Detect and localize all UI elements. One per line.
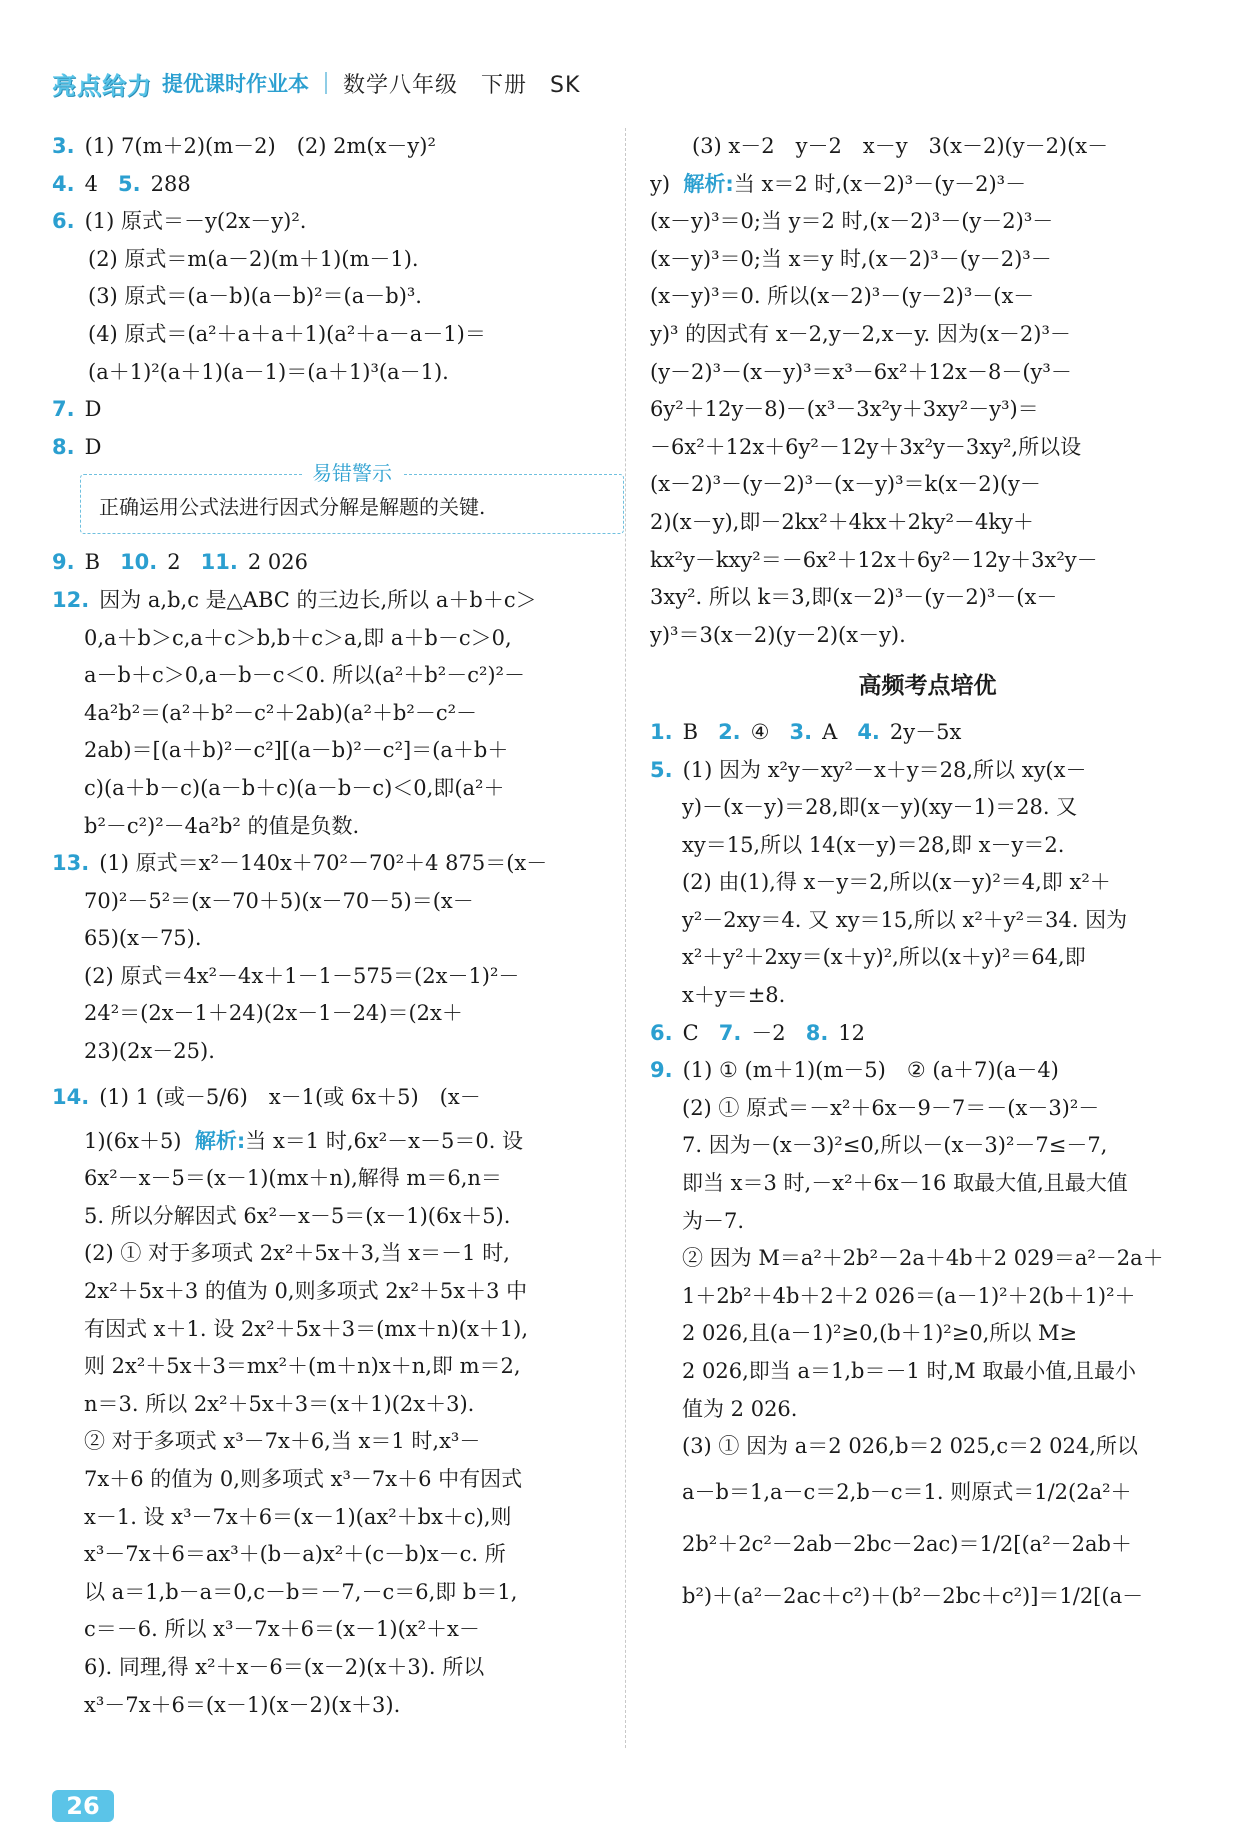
answer-line-analysis [650,166,1205,204]
answer-13 [52,845,607,883]
answer-line: (2) 原式＝m(a－2)(m＋1)(m－1). [88,246,419,271]
answer-line: a－b＝1,a－c＝2,b－c＝1. 则原式＝1/2(2a²＋ [682,1479,1132,1504]
answer-line: 3xy². 所以 k＝3,即(x－2)³－(y－2)³－(x－ [650,585,1058,610]
question-number: 12. [52,587,90,612]
answer-line: (2) 原式＝4x²－4x＋1－1－575＝(2x－1)²－ [84,963,520,988]
answer-1-4 [650,714,1205,752]
answer-line: 2ab)＝[(a＋b)²－c²][(a－b)²－c²]＝(a＋b＋ [84,738,509,763]
answer-text: y) [650,171,671,196]
answer-line: 6). 同理,得 x²＋x－6＝(x－2)(x＋3). 所以 [84,1654,485,1679]
answer-line: 为－7. [682,1208,745,1233]
answer-5-right [650,752,1205,790]
answer-line: x－1. 设 x³－7x＋6＝(x－1)(ax²＋bx＋c),则 [84,1504,512,1529]
answer-text: D [84,397,102,422]
answer-text: (1) 7(m＋2)(m－2) (2) 2m(x－y)² [84,134,436,158]
answer-line: (y－2)³－(x－y)³＝x³－6x²＋12x－8－(y³－ [650,359,1072,384]
answer-line: y)³＝3(x－2)(y－2)(x－y). [650,622,906,647]
warning-title: 易错警示 [302,458,402,488]
answer-line: (4) 原式＝(a²＋a＋a＋1)(a²＋a－a－1)＝ [88,321,486,346]
warning-box [80,461,624,534]
answer-line: 2 026,即当 a＝1,b＝－1 时,M 取最小值,且最小 [682,1359,1137,1383]
answer-line: c)(a＋b－c)(a－b＋c)(a－b－c)＜0,即(a²＋ [84,775,505,800]
question-number: 5. [118,171,141,196]
answer-text: 当 x＝1 时,6x²－x－5＝0. 设 [245,1128,524,1153]
question-number: 4. [52,171,75,196]
answer-line: kx²y－kxy²＝－6x²＋12x＋6y²－12y＋3x²y－ [650,547,1098,572]
question-number: 11. [200,550,238,575]
answer-7 [52,391,607,429]
answer-text: 288 [150,171,191,196]
question-number: 8. [52,434,75,459]
answer-line: (3) ① 因为 a＝2 026,b＝2 025,c＝2 024,所以 [682,1434,1138,1459]
answer-text: (1) 原式＝－y(2x－y)². [84,209,307,234]
answer-text: C [682,1020,699,1045]
question-number: 8. [805,1020,829,1045]
answer-6-8-right [650,1015,1205,1053]
answer-line: 6x²－x－5＝(x－1)(mx＋n),解得 m＝6,n＝ [84,1166,502,1191]
question-number: 4. [857,719,880,744]
answer-line: ② 对于多项式 x³－7x＋6,当 x＝1 时,x³－ [84,1429,481,1454]
answer-line: 有因式 x＋1. 设 2x²＋5x＋3＝(mx＋n)(x＋1), [84,1316,529,1341]
answer-3 [52,128,607,166]
warning-text: 正确运用公式法进行因式分解是解题的关键. [99,495,486,520]
answer-text: (1) 原式＝x²－140x＋70²－70²＋4 875＝(x－ [99,851,548,876]
answer-line: －6x²＋12x＋6y²－12y＋3x²y－3xy²,所以设 [650,434,1082,459]
answer-line: 1＋2b²＋4b＋2＋2 026＝(a－1)²＋2(b＋1)²＋ [682,1283,1136,1308]
answer-line: 0,a＋b＞c,a＋c＞b,b＋c＞a,即 a＋b－c＞0, [84,625,512,650]
answer-text: D [84,434,102,459]
question-number: 10. [120,550,158,575]
question-number: 9. [650,1058,673,1083]
answer-text: B [682,719,699,744]
answer-line: 4a²b²＝(a²＋b²－c²＋2ab)(a²＋b²－c²－ [84,700,478,725]
answer-line: (x－y)³＝0;当 x＝y 时,(x－2)³－(y－2)³－ [650,246,1052,271]
section-title: 高频考点培优 [858,673,997,700]
answer-line: 以 a＝1,b－a＝0,c－b＝－7,－c＝6,即 b＝1, [84,1579,518,1604]
answer-line: 即当 x＝3 时,－x²＋6x－16 取最大值,且最大值 [682,1171,1128,1196]
answer-line: n＝3. 所以 2x²＋5x＋3＝(x＋1)(2x＋3). [84,1391,475,1416]
answer-text: A [822,719,838,744]
answer-line: y)－(x－y)＝28,即(x－y)(xy－1)＝28. 又 [682,795,1078,820]
answer-text: (1) ① (m＋1)(m－5) ② (a＋7)(a－4) [682,1058,1059,1083]
answer-6 [52,203,607,241]
answer-12 [52,582,607,620]
answer-9-11 [52,544,607,582]
answer-line: x³－7x＋6＝(x－1)(x－2)(x＋3). [84,1692,401,1717]
answer-line: b²－c²)²－4a²b² 的值是负数. [84,813,360,838]
answer-text: 2 026 [247,550,308,575]
answer-line: xy＝15,所以 14(x－y)＝28,即 x－y＝2. [682,832,1065,857]
answer-4-5 [52,166,607,204]
answer-text: B [84,550,101,575]
answer-text: 4 [84,171,98,196]
answer-line: c＝－6. 所以 x³－7x＋6＝(x－1)(x²＋x－ [84,1617,480,1642]
right-column [650,128,1205,1622]
column-divider [625,128,626,1748]
answer-line: 2 026,且(a－1)²≥0,(b＋1)²≥0,所以 M≥ [682,1321,1078,1346]
answer-line: 6y²＋12y－8)－(x³－3x²y＋3xy²－y³)＝ [650,397,1039,422]
question-number: 7. [52,397,75,422]
answer-line: 值为 2 026. [682,1396,798,1421]
answer-text: ④ [750,719,770,744]
answer-14 [52,1071,607,1123]
question-number: 5. [650,757,673,782]
page-header [52,62,1202,104]
answer-line: (x－y)³＝0. 所以(x－2)³－(y－2)³－(x－ [650,284,1035,309]
answer-line: ② 因为 M＝a²＋2b²－2a＋4b＋2 029＝a²－2a＋ [682,1246,1164,1271]
answer-line: 5. 所以分解因式 6x²－x－5＝(x－1)(6x＋5). [84,1203,511,1228]
page-number: 26 [52,1790,114,1822]
answer-line: b²)＋(a²－2ac＋c²)＋(b²－2bc＋c²)]＝1/2[(a－ [682,1583,1144,1608]
answer-line: 24²＝(2x－1＋24)(2x－1－24)＝(2x＋ [84,1001,463,1026]
answer-line: x³－7x＋6＝ax³＋(b－a)x²＋(c－b)x－c. 所 [84,1542,506,1567]
answer-text: (1) 1 (或－5/6) x－1(或 6x＋5) (x－ [99,1084,481,1109]
question-number: 2. [718,719,741,744]
answer-line: 23)(2x－25). [84,1039,215,1064]
answer-14-line-2 [52,1123,607,1161]
answer-line: 2)(x－y),即－2kx²＋4kx＋2ky²－4ky＋ [650,509,1034,534]
series-title: 提优课时作业本 [162,72,309,96]
analysis-label: 解析: [683,171,734,196]
answer-text: －2 [751,1020,786,1045]
answer-line: 则 2x²＋5x＋3＝mx²＋(m＋n)x＋n,即 m＝2, [84,1354,521,1379]
question-number: 7. [718,1020,742,1045]
answer-line: y)³ 的因式有 x－2,y－2,x－y. 因为(x－2)³－ [650,321,1071,346]
answer-line: (a＋1)²(a＋1)(a－1)＝(a＋1)³(a－1). [88,359,449,384]
answer-line: (3) 原式＝(a－b)(a－b)²＝(a－b)³. [88,284,422,309]
question-number: 1. [650,719,673,744]
answer-line: (2) ① 原式＝－x²＋6x－9－7＝－(x－3)²－ [682,1095,1100,1120]
brand-logo: 亮点给力 [52,71,152,100]
answer-line: (3) x－2 y－2 x－y 3(x－2)(y－2)(x－ [692,134,1109,158]
answer-text: 当 x＝2 时,(x－2)³－(y－2)³－ [733,171,1027,196]
question-number: 3. [789,719,813,744]
question-number: 6. [650,1020,673,1045]
answer-line: y²－2xy＝4. 又 xy＝15,所以 x²＋y²＝34. 因为 [682,907,1128,932]
answer-line: 7x＋6 的值为 0,则多项式 x³－7x＋6 中有因式 [84,1467,523,1491]
answer-line: 2x²＋5x＋3 的值为 0,则多项式 2x²＋5x＋3 中 [84,1279,528,1304]
answer-9-right [650,1052,1205,1090]
question-number: 13. [52,851,90,876]
answer-line: (x－2)³－(y－2)³－(x－y)³＝k(x－2)(y－ [650,472,1041,497]
answer-text: 因为 a,b,c 是△ABC 的三边长,所以 a＋b＋c＞ [99,587,537,612]
answer-text: 2 [167,550,181,575]
answer-text: 2y－5x [889,719,962,744]
answer-line: (x－y)³＝0;当 y＝2 时,(x－2)³－(y－2)³－ [650,209,1054,234]
answer-line: (2) ① 对于多项式 2x²＋5x＋3,当 x＝－1 时, [84,1241,510,1266]
question-number: 6. [52,209,75,234]
answer-line: a－b＋c＞0,a－b－c＜0. 所以(a²＋b²－c²)²－ [84,663,525,688]
analysis-label: 解析: [194,1128,246,1153]
subject-title: 数学八年级 下册 SK [343,72,581,98]
answer-text: 12 [838,1020,866,1045]
question-number: 3. [52,134,75,158]
question-number: 14. [52,1084,90,1109]
answer-text: 1)(6x＋5) [84,1128,182,1153]
header-divider [325,72,327,94]
answer-line: x²＋y²＋2xy＝(x＋y)²,所以(x＋y)²＝64,即 [682,945,1086,970]
answer-line: 65)(x－75). [84,926,202,951]
answer-line: x＋y＝±8. [682,983,786,1008]
answer-line: (2) 由(1),得 x－y＝2,所以(x－y)²＝4,即 x²＋ [682,870,1111,895]
answer-line: 7. 因为－(x－3)²≤0,所以－(x－3)²－7≤－7, [682,1133,1108,1158]
answer-text: (1) 因为 x²y－xy²－x＋y＝28,所以 xy(x－ [682,757,1087,782]
question-number: 9. [52,550,75,575]
left-column [52,128,607,1724]
answer-line: 2b²＋2c²－2ab－2bc－2ac)＝1/2[(a²－2ab＋ [682,1531,1132,1556]
answer-line: 70)²－5²＝(x－70＋5)(x－70－5)＝(x－ [84,888,474,913]
